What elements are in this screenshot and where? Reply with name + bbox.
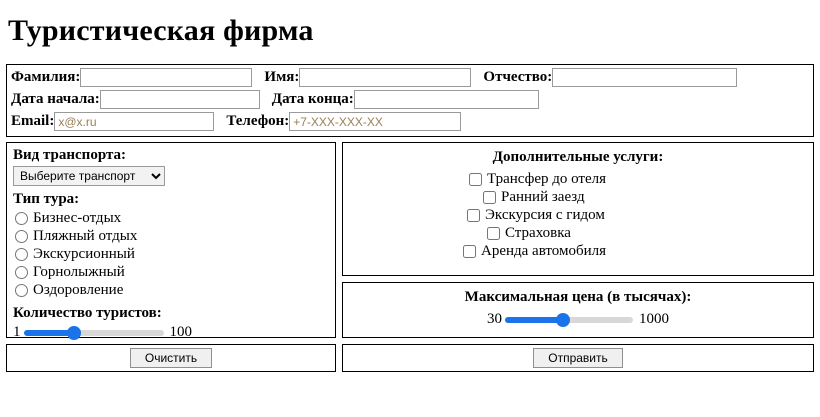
clear-button-cell xyxy=(6,344,336,372)
extra-checkbox[interactable] xyxy=(467,209,480,222)
submit-button[interactable]: Отправить xyxy=(533,348,623,368)
firstname-label: Имя: xyxy=(264,69,300,85)
phone-label: Телефон: xyxy=(226,113,290,129)
left-column xyxy=(6,142,336,338)
tour-type-radio[interactable] xyxy=(15,266,28,279)
extras-options xyxy=(349,171,807,260)
tourists-slider-row xyxy=(13,324,329,341)
personal-row-dates xyxy=(11,90,809,109)
price-slider[interactable] xyxy=(505,317,633,323)
email-input[interactable] xyxy=(54,112,214,131)
right-column xyxy=(342,142,814,338)
extras-panel xyxy=(342,142,814,276)
tour-type-option-ski[interactable] xyxy=(13,264,329,281)
tour-type-label: Бизнес-отдых xyxy=(33,210,122,226)
surname-label: Фамилия: xyxy=(11,69,81,85)
tour-type-radio[interactable] xyxy=(15,284,28,297)
extra-checkbox[interactable] xyxy=(483,191,496,204)
tourists-min-label: 1 xyxy=(13,324,21,340)
end-date-input[interactable] xyxy=(354,90,539,109)
extra-label: Аренда автомобиля xyxy=(481,243,607,259)
start-date-input[interactable] xyxy=(100,90,260,109)
tour-type-label: Горнолыжный xyxy=(33,264,125,280)
clear-button[interactable]: Очистить xyxy=(130,348,212,368)
personal-row-names xyxy=(11,68,809,87)
extra-label: Трансфер до отеля xyxy=(487,171,607,187)
page-title: Туристическая фирма xyxy=(8,14,314,47)
patronymic-input[interactable] xyxy=(552,68,737,87)
extra-checkbox[interactable] xyxy=(463,245,476,258)
transport-heading: Вид транспорта: xyxy=(13,147,127,163)
extra-label: Страховка xyxy=(505,225,571,241)
extra-label: Ранний заезд xyxy=(501,189,585,205)
submit-button-cell xyxy=(342,344,814,372)
tour-type-label: Пляжный отдых xyxy=(33,228,138,244)
page-root xyxy=(0,14,820,372)
firstname-input[interactable] xyxy=(299,68,471,87)
extra-option-transfer[interactable] xyxy=(467,171,807,188)
price-min-label: 30 xyxy=(487,311,502,327)
tour-type-option-health[interactable] xyxy=(13,282,329,299)
tourists-heading: Количество туристов: xyxy=(13,305,162,321)
end-date-label: Дата конца: xyxy=(271,91,354,107)
price-max-label: 1000 xyxy=(639,311,669,327)
tour-type-label: Экскурсионный xyxy=(33,246,135,262)
extra-checkbox[interactable] xyxy=(469,173,482,186)
phone-input[interactable] xyxy=(289,112,461,131)
extra-label: Экскурсия с гидом xyxy=(485,207,605,223)
price-heading: Максимальная цена (в тысячах): xyxy=(464,289,692,305)
price-slider-row xyxy=(349,311,807,328)
tour-type-option-beach[interactable] xyxy=(13,228,329,245)
tour-type-radio[interactable] xyxy=(15,212,28,225)
transport-select[interactable] xyxy=(13,166,165,186)
tour-type-option-excursion[interactable] xyxy=(13,246,329,263)
extra-option-guided-tour[interactable] xyxy=(465,207,807,224)
personal-info-panel xyxy=(6,64,814,137)
patronymic-label: Отчество: xyxy=(483,69,553,85)
extra-option-car-rental[interactable] xyxy=(461,243,807,260)
extra-checkbox[interactable] xyxy=(487,227,500,240)
tour-type-heading: Тип тура: xyxy=(13,191,80,207)
extras-heading: Дополнительные услуги: xyxy=(492,149,664,165)
personal-row-contacts xyxy=(11,112,809,131)
buttons-row xyxy=(6,344,814,372)
tour-type-radio[interactable] xyxy=(15,248,28,261)
email-label: Email: xyxy=(11,113,55,129)
main-columns xyxy=(6,142,814,338)
tour-type-radio[interactable] xyxy=(15,230,28,243)
start-date-label: Дата начала: xyxy=(11,91,100,107)
extra-option-insurance[interactable] xyxy=(485,225,807,242)
tourists-max-label: 100 xyxy=(169,324,192,340)
tour-type-label: Оздоровление xyxy=(33,282,124,298)
transport-and-type-panel xyxy=(6,142,336,338)
price-panel xyxy=(342,282,814,338)
tour-type-option-business[interactable] xyxy=(13,210,329,227)
surname-input[interactable] xyxy=(80,68,252,87)
tourists-slider[interactable] xyxy=(24,330,164,336)
extra-option-early-checkin[interactable] xyxy=(481,189,807,206)
